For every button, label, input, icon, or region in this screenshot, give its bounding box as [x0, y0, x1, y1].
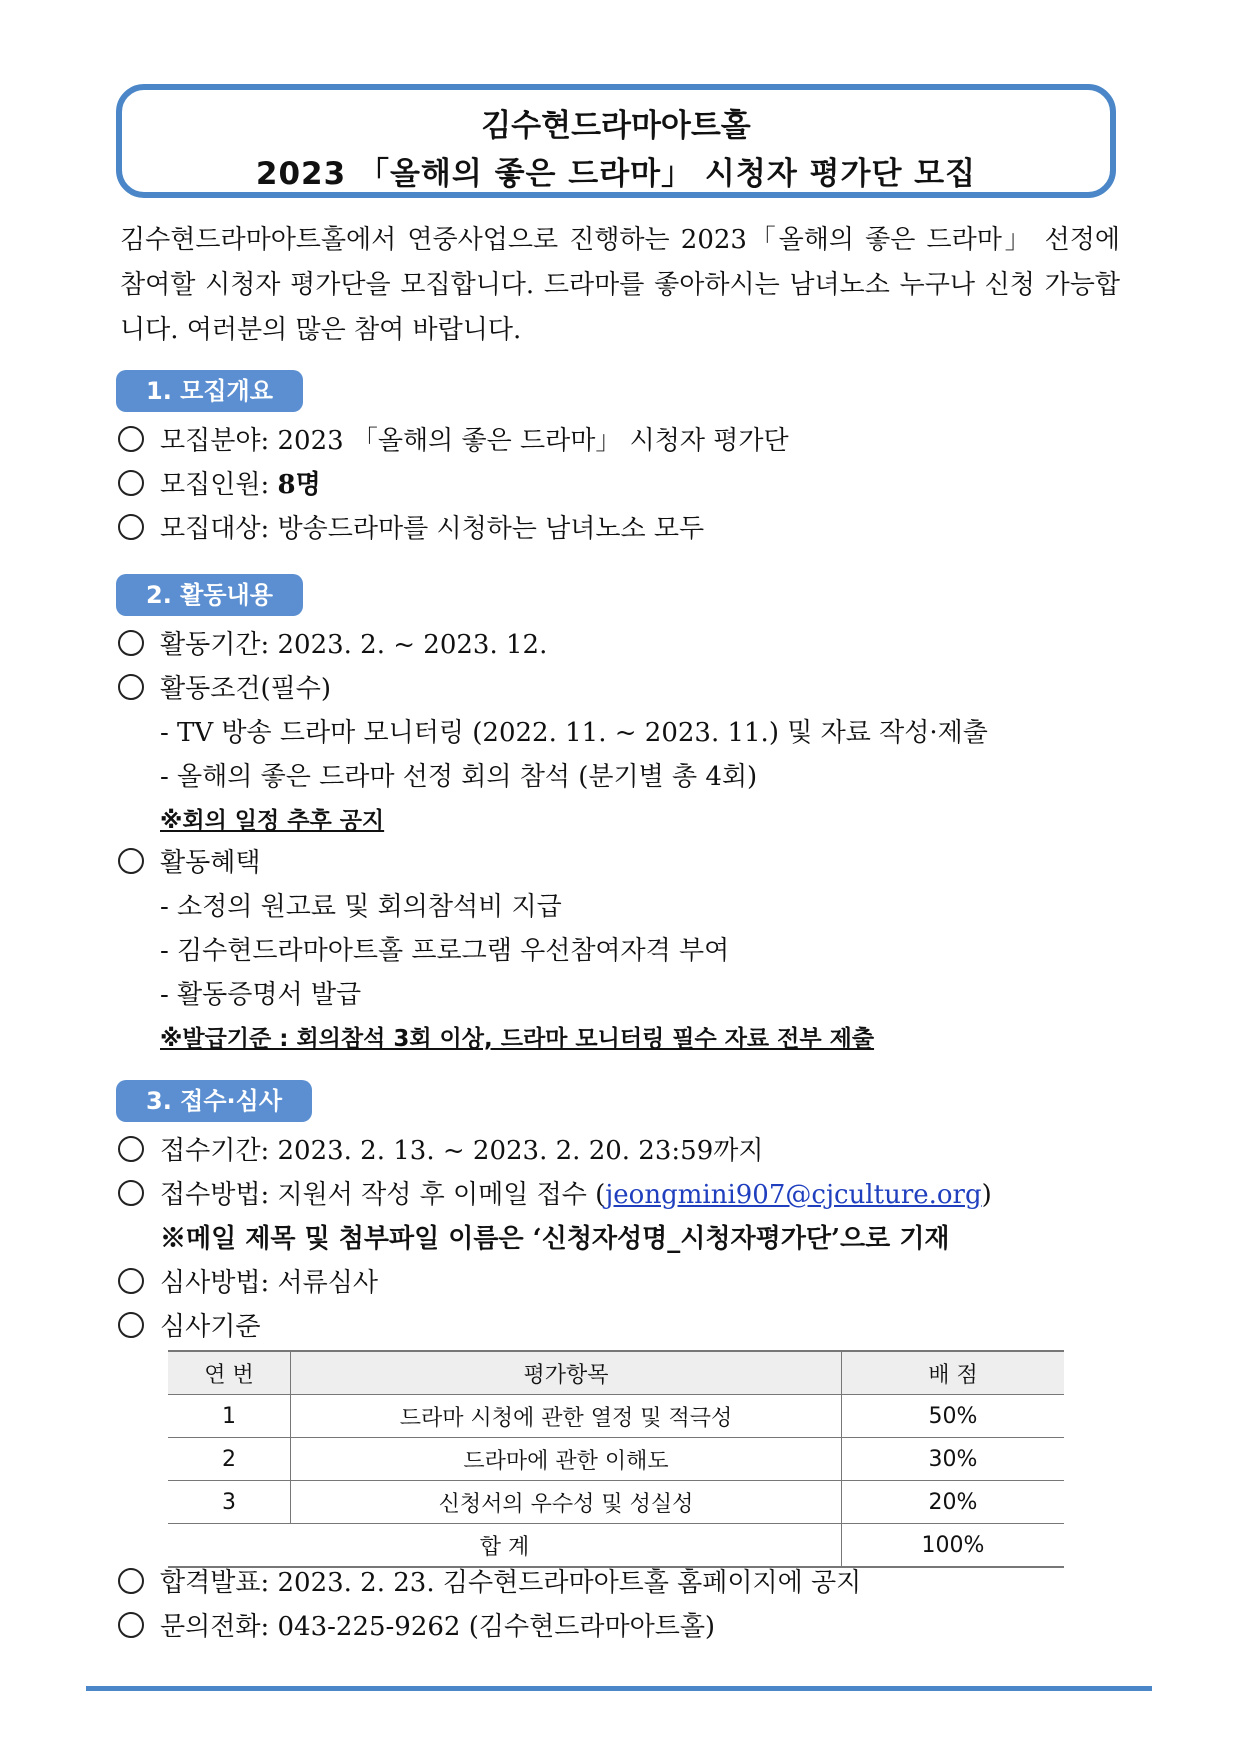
- bullet-circle-icon: [118, 1568, 144, 1594]
- bullet-circle-icon: [118, 848, 144, 874]
- page-title: 김수현드라마아트홀: [481, 108, 751, 144]
- review-method: 심사방법: 서류심사: [118, 1266, 378, 1300]
- section-2-badge: 2. 활동내용: [116, 574, 303, 616]
- page-subtitle: 2023 「올해의 좋은 드라마」 시청자 평가단 모집: [255, 156, 977, 192]
- table-cell: 20%: [842, 1481, 1065, 1524]
- meeting-note: ※회의 일정 추후 공지: [160, 808, 385, 834]
- table-cell: 신청서의 우수성 및 성실성: [291, 1481, 842, 1524]
- bottom-divider: [86, 1686, 1152, 1691]
- activity-period: 활동기간: 2023. 2. ~ 2023. 12.: [118, 628, 547, 662]
- section-1-badge: 1. 모집개요: [116, 370, 303, 412]
- intro-paragraph: 김수현드라마아트홀에서 연중사업으로 진행하는 2023「올해의 좋은 드라마」 선정에 참여할 시청자 평가단을 모집합니다. 드라마를 좋아하시는 남녀노소 누구나 신청 가능합니다. 여러분의 많은 참여 바랍니다.: [120, 225, 1120, 345]
- table-cell: 3: [168, 1481, 291, 1524]
- section-3-badge: 3. 접수·심사: [116, 1080, 312, 1122]
- table-cell: 1: [168, 1395, 291, 1438]
- bullet-circle-icon: [118, 514, 144, 540]
- activity-benefits: 활동혜택: [118, 846, 260, 880]
- bullet-circle-icon: [118, 1312, 144, 1338]
- table-total-row: [168, 1524, 1064, 1568]
- contact-phone: 문의전화: 043-225-9262 (김수현드라마아트홀): [118, 1610, 715, 1644]
- mail-note: ※메일 제목 및 첨부파일 이름은 ‘신청자성명_시청자평가단’으로 기재: [160, 1224, 950, 1254]
- table-header: 평가항목: [291, 1351, 842, 1395]
- benefit-item: - 소정의 원고료 및 회의참석비 지급: [160, 892, 562, 922]
- bullet-circle-icon: [118, 1268, 144, 1294]
- review-criteria: 심사기준: [118, 1310, 260, 1344]
- issuance-note: ※발급기준 : 회의참석 3회 이상, 드라마 모니터링 필수 자료 전부 제출: [160, 1026, 875, 1052]
- bullet-circle-icon: [118, 630, 144, 656]
- bullet-circle-icon: [118, 1180, 144, 1206]
- condition-item: - TV 방송 드라마 모니터링 (2022. 11. ~ 2023. 11.) 및 자료 작성·제출: [160, 718, 988, 748]
- bullet-circle-icon: [118, 1612, 144, 1638]
- table-row: [168, 1481, 1064, 1524]
- application-method: 접수방법: 지원서 작성 후 이메일 접수 (jeongmini907@cjculture.org): [118, 1178, 992, 1212]
- bullet-circle-icon: [118, 674, 144, 700]
- result-announcement: 합격발표: 2023. 2. 23. 김수현드라마아트홀 홈페이지에 공지: [118, 1566, 861, 1600]
- table-total-label: 합 계: [168, 1524, 842, 1568]
- bullet-circle-icon: [118, 426, 144, 452]
- table-cell: 50%: [842, 1395, 1065, 1438]
- table-header: 연 번: [168, 1351, 291, 1395]
- recruit-count: 모집인원: 8명: [118, 468, 321, 502]
- table-header: 배 점: [842, 1351, 1065, 1395]
- benefit-item: - 활동증명서 발급: [160, 980, 362, 1010]
- recruit-target: 모집대상: 방송드라마를 시청하는 남녀노소 모두: [118, 512, 704, 546]
- benefit-item: - 김수현드라마아트홀 프로그램 우선참여자격 부여: [160, 936, 730, 966]
- bullet-circle-icon: [118, 1136, 144, 1162]
- activity-conditions: 활동조건(필수): [118, 672, 331, 706]
- email-link[interactable]: jeongmini907@cjculture.org: [605, 1180, 982, 1210]
- table-cell: 2: [168, 1438, 291, 1481]
- table-cell: 드라마에 관한 이해도: [291, 1438, 842, 1481]
- table-total-value: 100%: [842, 1524, 1065, 1568]
- table-cell: 30%: [842, 1438, 1065, 1481]
- condition-item: - 올해의 좋은 드라마 선정 회의 참석 (분기별 총 4회): [160, 762, 758, 792]
- recruit-field: 모집분야: 2023 「올해의 좋은 드라마」 시청자 평가단: [118, 424, 789, 458]
- table-cell: 드라마 시청에 관한 열정 및 적극성: [291, 1395, 842, 1438]
- table-row: [168, 1395, 1064, 1438]
- table-header-row: [168, 1351, 1064, 1395]
- bullet-circle-icon: [118, 470, 144, 496]
- title-box: [116, 84, 1116, 198]
- criteria-table: [168, 1350, 1064, 1568]
- table-row: [168, 1438, 1064, 1481]
- application-period: 접수기간: 2023. 2. 13. ~ 2023. 2. 20. 23:59까지: [118, 1134, 763, 1168]
